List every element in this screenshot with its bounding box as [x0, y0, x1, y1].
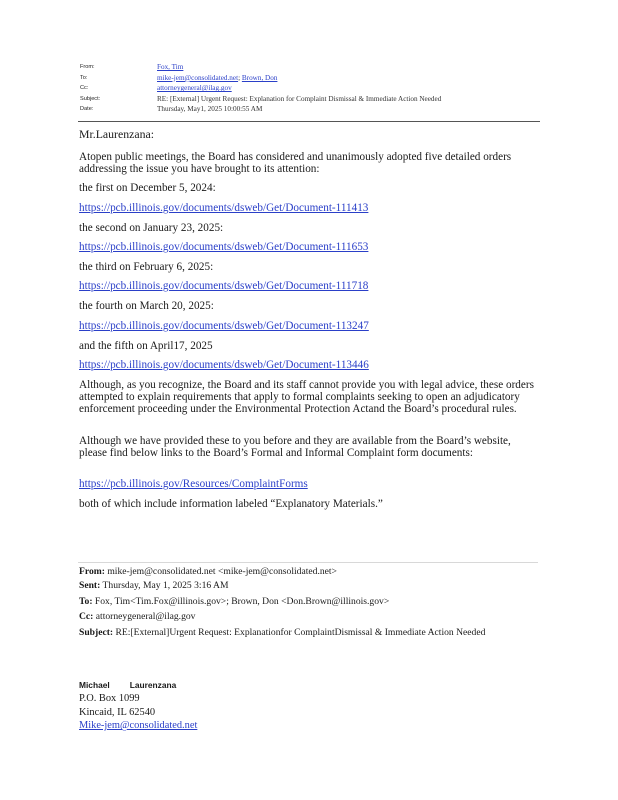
forwarded-cc-label: Cc: — [79, 611, 94, 622]
forwarded-subject — [79, 627, 539, 639]
header-divider — [78, 121, 540, 122]
header-cc-label: Cc: — [80, 85, 89, 92]
order-5-link[interactable]: https://pcb.illinois.gov/documents/dsweb/Get/Document-113446 — [79, 359, 369, 371]
header-cc-link[interactable]: attorneygeneral@ilag.gov — [157, 84, 232, 93]
order-2-link[interactable]: https://pcb.illinois.gov/documents/dsweb/Get/Document-111653 — [79, 241, 369, 253]
advice-paragraph: Although, as you recognize, the Board and its staff cannot provide you with legal advice, these orders attempted to explain requirements that apply to formal complaints seeking to open an adjudicatory enforcement proceeding under the Environmental Protection Actand the Board’s procedural rules. — [79, 379, 534, 416]
forwarded-cc — [79, 611, 539, 623]
header-to-separator: ; — [238, 73, 241, 82]
order-5-label: and the fifth on April17, 2025 — [79, 340, 213, 352]
forwarded-sent — [79, 580, 539, 592]
signature-first-name: Michael — [79, 680, 110, 690]
signature-po-box: P.O. Box 1099 — [79, 693, 140, 705]
order-2-label: the second on January 23, 2025: — [79, 222, 224, 234]
header-date-row — [80, 104, 540, 115]
order-1-link[interactable]: https://pcb.illinois.gov/documents/dsweb/Get/Document-111413 — [79, 202, 369, 214]
signature-email-link[interactable]: Mike-jem@consolidated.net — [79, 720, 198, 732]
forwarded-to-label: To: — [79, 596, 93, 607]
order-1-label: the first on December 5, 2024: — [79, 182, 216, 194]
order-3-label: the third on February 6, 2025: — [79, 261, 214, 273]
forwarded-sent-label: Sent: — [79, 580, 101, 591]
forwarded-from — [79, 566, 539, 578]
header-date-label: Date: — [80, 106, 94, 113]
header-to-link-1[interactable]: mike-jem@consolidated.net — [157, 73, 239, 82]
closing-sentence: both of which include information labeled “Explanatory Materials.” — [79, 498, 383, 510]
header-subject-row — [80, 94, 540, 105]
intro-paragraph: Atopen public meetings, the Board has considered and unanimously adopted five detailed orders addressing the issue you have brought to its attention: — [79, 151, 512, 176]
header-from-row — [80, 62, 540, 73]
header-date-value: Thursday, May1, 2025 10:00:55 AM — [157, 105, 263, 114]
links-paragraph: Although we have provided these to you before and they are available from the Board’s website, please find below links to the Board’s Formal and Informal Complaint form documents: — [79, 435, 511, 460]
header-to-row — [80, 73, 540, 84]
forwarded-to — [79, 596, 539, 608]
forwarded-sent-value: Thursday, May 1, 2025 3:16 AM — [100, 580, 229, 591]
header-subject-value: RE: [External] Urgent Request: Explanation for Complaint Dismissal & Immediate Action Needed — [157, 94, 442, 103]
complaint-forms-link[interactable]: https://pcb.illinois.gov/Resources/ComplaintForms — [79, 478, 308, 490]
signature-block — [79, 679, 225, 733]
header-from-link[interactable]: Fox, Tim — [157, 63, 184, 72]
forwarded-subject-label: Subject: — [79, 627, 114, 638]
forwarded-to-value: Fox, Tim<Tim.Fox@illinois.gov>; Brown, Don <Don.Brown@illinois.gov> — [92, 596, 390, 607]
header-to-label: To: — [80, 74, 88, 81]
forwarded-cc-value: attorneygeneral@ilag.gov — [93, 611, 196, 622]
forwarded-subject-value: RE:[External]Urgent Request: Explanationfor ComplaintDismissal & Immediate Action Needed — [113, 627, 486, 638]
signature-city: Kincaid, IL 62540 — [79, 706, 156, 718]
forwarded-divider — [78, 562, 538, 563]
header-from-label: From: — [80, 64, 95, 71]
signature-last-name: Laurenzana — [129, 680, 177, 690]
order-4-link[interactable]: https://pcb.illinois.gov/documents/dsweb/Get/Document-113247 — [79, 320, 369, 332]
header-subject-label: Subject: — [80, 95, 101, 102]
forwarded-from-value: mike-jem@consolidated.net <mike-jem@consolidated.net> — [104, 566, 337, 577]
signature-name — [79, 679, 225, 692]
order-4-label: the fourth on March 20, 2025: — [79, 300, 214, 312]
email-header — [80, 62, 540, 115]
header-to-link-2[interactable]: Brown, Don — [241, 73, 278, 82]
salutation: Mr.Laurenzana: — [79, 127, 155, 141]
forwarded-from-label: From: — [79, 566, 105, 577]
header-cc-row — [80, 83, 540, 94]
order-3-link[interactable]: https://pcb.illinois.gov/documents/dsweb/Get/Document-111718 — [79, 280, 369, 292]
